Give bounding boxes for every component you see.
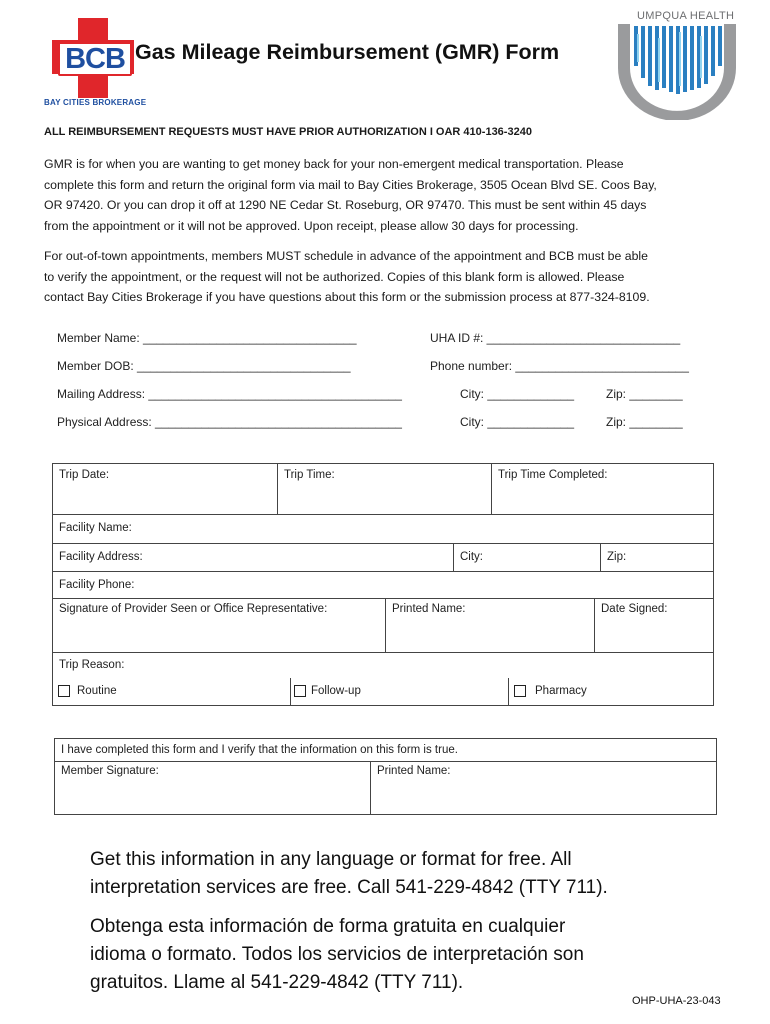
language-notice-spanish [90,913,710,997]
footer-line: Obtenga esta información de forma gratuita en cualquier [90,916,566,937]
paragraph-line: complete this form and return the original form via mail to Bay Cities Brokerage, 3505 Ocean Blvd SE. Coos Bay, [44,177,657,192]
facility-name-cell[interactable]: Facility Name: [59,522,132,534]
paragraph-line: OR 97420. Or you can drop it off at 1290 NE Cedar St. Roseburg, OR 97470. This must be sent within 45 days [44,198,647,213]
member-dob-field[interactable]: Member DOB: ________________________________ [57,359,351,373]
paragraph-line: contact Bay Cities Brokerage if you have questions about this form or the submission process at 877-324-8109. [44,290,650,305]
mailing-city-field[interactable]: City: _____________ [460,387,575,401]
form-code: OHP-UHA-23-043 [632,995,721,1007]
bcb-logo-subtitle: BAY CITIES BROKERAGE [44,98,147,107]
mailing-zip-field[interactable]: Zip: ________ [606,387,683,401]
paragraph-line: from the appointment or it will not be approved. Upon receipt, please allow 30 days for processing. [44,218,579,233]
physical-address-field[interactable]: Physical Address: _____________________________________ [57,415,402,429]
bcb-logo [52,18,134,110]
authorization-notice: ALL REIMBURSEMENT REQUESTS MUST HAVE PRIOR AUTHORIZATION I OAR 410-136-3240 [44,126,532,138]
language-notice-english [90,846,710,902]
phone-number-field[interactable]: Phone number: __________________________ [430,359,689,373]
trip-table [52,463,714,706]
footer-line: gratuitos. Llame al 541-229-4842 (TTY 711). [90,972,464,993]
instructions-paragraph [44,154,734,236]
physical-zip-field[interactable]: Zip: ________ [606,415,683,429]
follow-up-checkbox-icon[interactable] [294,685,306,697]
facility-city-cell[interactable]: City: [460,551,483,563]
bcb-logo-text: BCB [65,43,125,75]
pharmacy-label: Pharmacy [535,685,587,697]
footer-line: idioma o formato. Todos los servicios de interpretación son [90,944,584,965]
follow-up-label: Follow-up [311,685,361,697]
umpqua-health-logo [612,24,742,120]
provider-printed-name-cell[interactable]: Printed Name: [392,603,466,615]
footer-line: interpretation services are free. Call 541-229-4842 (TTY 711). [90,877,608,898]
paragraph-line: to verify the appointment, or the request will not be authorized. Copies of this blank form is allowed. Please [44,269,625,284]
member-signature-cell[interactable]: Member Signature: [61,765,159,777]
facility-address-cell[interactable]: Facility Address: [59,551,143,563]
paragraph-line: For out-of-town appointments, members MUST schedule in advance of the appointment and BCB must be able [44,249,649,263]
trip-reason-label: Trip Reason: [59,659,125,671]
date-signed-cell[interactable]: Date Signed: [601,603,668,615]
partner-name: UMPQUA HEALTH [637,10,735,22]
trip-date-cell[interactable]: Trip Date: [59,469,110,481]
facility-phone-cell[interactable]: Facility Phone: [59,579,135,591]
uha-id-field[interactable]: UHA ID #: _____________________________ [430,331,681,345]
footer-line: Get this information in any language or format for free. All [90,849,572,870]
provider-signature-cell[interactable]: Signature of Provider Seen or Office Representative: [59,603,328,615]
page-title: Gas Mileage Reimbursement (GMR) Form [135,40,560,64]
facility-zip-cell[interactable]: Zip: [607,551,627,563]
member-printed-name-cell[interactable]: Printed Name: [377,765,451,777]
pharmacy-checkbox-icon[interactable] [514,685,526,697]
trip-time-completed-cell[interactable]: Trip Time Completed: [498,469,608,481]
paragraph-line: GMR is for when you are wanting to get money back for your non-emergent medical transportation. Please [44,157,624,171]
routine-label: Routine [77,685,117,697]
verification-statement: I have completed this form and I verify that the information on this form is true. [61,744,458,756]
member-name-field[interactable]: Member Name: ________________________________ [57,331,357,345]
out-of-town-paragraph [44,246,734,308]
physical-city-field[interactable]: City: _____________ [460,415,575,429]
mailing-address-field[interactable]: Mailing Address: ______________________________________ [57,387,402,401]
routine-checkbox-icon[interactable] [58,685,70,697]
trip-time-cell[interactable]: Trip Time: [284,469,335,481]
